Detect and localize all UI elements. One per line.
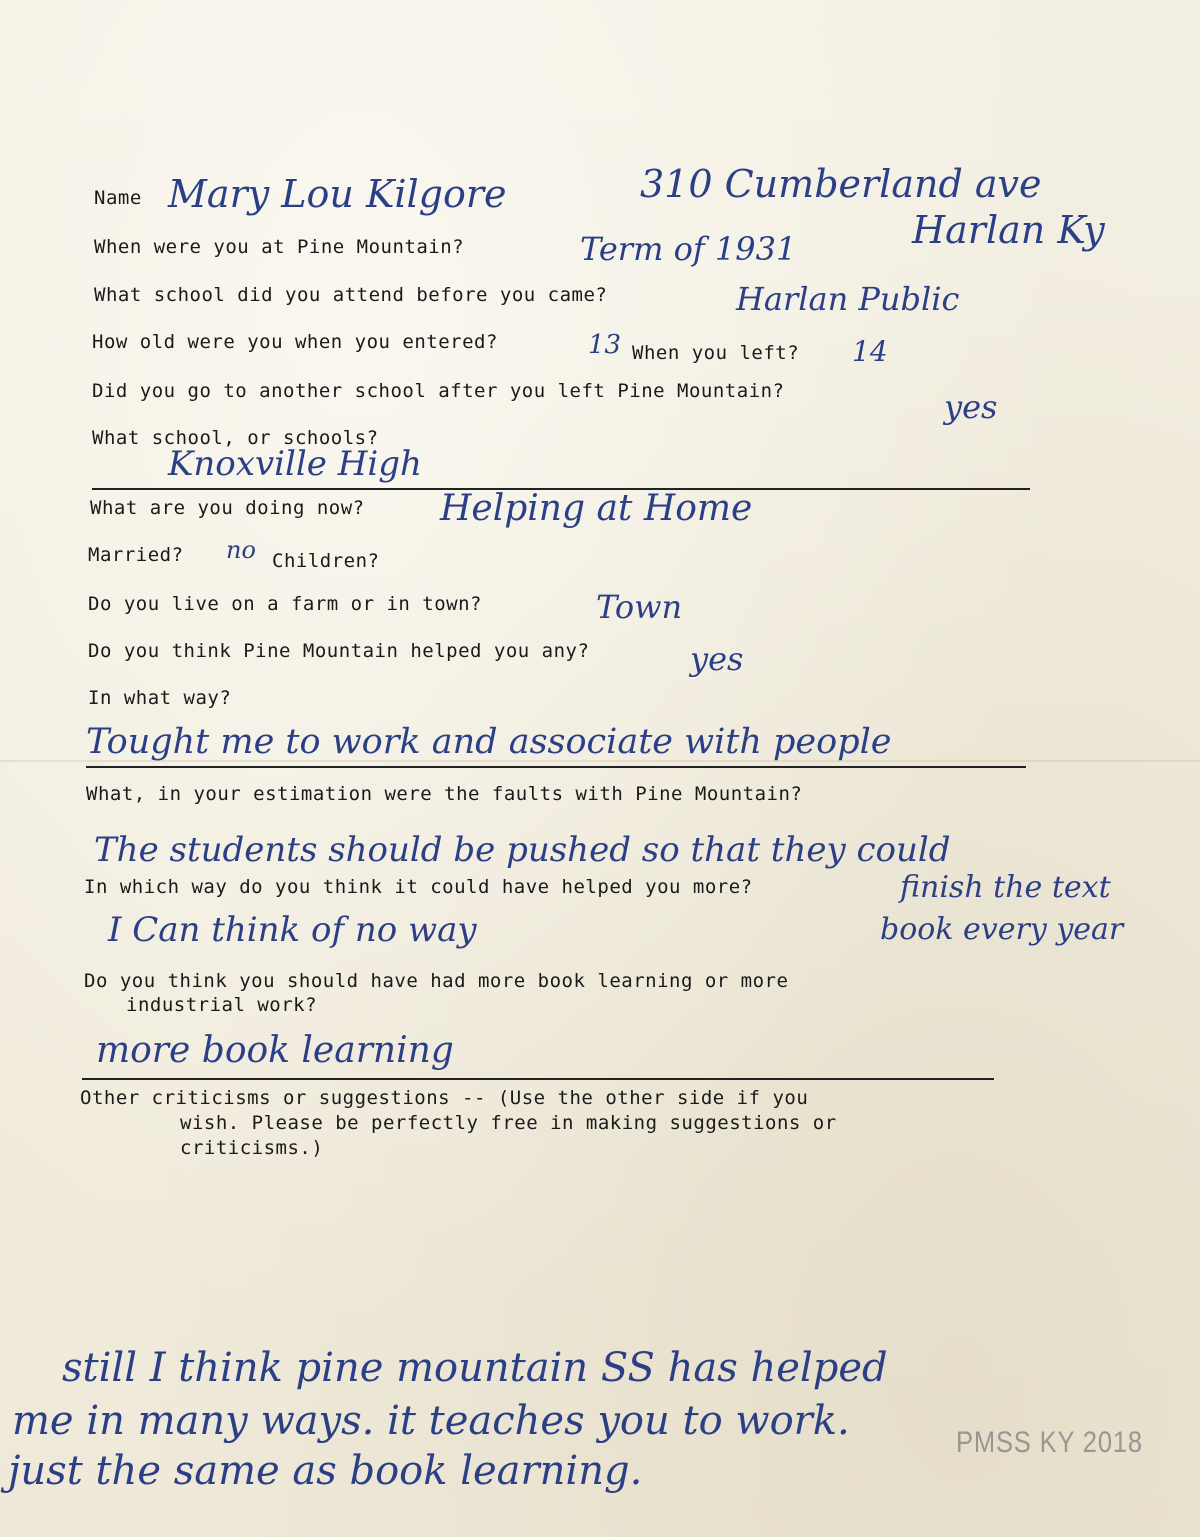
doing-now-answer: Helping at Home — [440, 488, 753, 529]
name-answer: Mary Lou Kilgore — [168, 172, 507, 216]
school-before-label: What school did you attend before you came? — [94, 284, 608, 306]
another-school-answer: yes — [944, 388, 998, 426]
closing-note-line-2: me in many ways. it teaches you to work. — [12, 1398, 850, 1444]
faults-answer-line-1: The students should be pushed so that they could — [94, 830, 951, 870]
farm-town-label: Do you live on a farm or in town? — [88, 593, 482, 615]
faults-label: What, in your estimation were the faults with Pine Mountain? — [86, 783, 803, 805]
age-left-answer: 14 — [852, 335, 888, 368]
age-entered-answer: 13 — [588, 330, 622, 360]
book-learning-label-2: industrial work? — [126, 994, 318, 1016]
book-learning-answer: more book learning — [96, 1030, 454, 1071]
address-line-2: Harlan Ky — [912, 208, 1105, 252]
farm-town-answer: Town — [596, 588, 683, 626]
doing-now-label: What are you doing now? — [90, 497, 365, 519]
helped-more-label: In which way do you think it could have helped you more? — [84, 876, 753, 898]
name-label: Name — [94, 187, 142, 209]
what-schools-label: What school, or schools? — [92, 427, 379, 449]
what-schools-answer: Knoxville High — [168, 444, 422, 484]
book-learning-label-1: Do you think you should have had more book learning or more — [84, 970, 789, 992]
other-label-3: criticisms.) — [180, 1137, 324, 1159]
another-school-label: Did you go to another school after you left Pine Mountain? — [92, 380, 785, 402]
closing-note-line-1: still I think pine mountain SS has helped — [62, 1345, 888, 1391]
married-label: Married? — [88, 544, 184, 566]
in-what-way-answer-line — [86, 766, 1026, 768]
other-label-2: wish. Please be perfectly free in making suggestions or — [180, 1112, 837, 1134]
address-line-1: 310 Cumberland ave — [640, 162, 1042, 206]
helped-label: Do you think Pine Mountain helped you any? — [88, 640, 590, 662]
helped-answer: yes — [690, 640, 744, 678]
other-label-1: Other criticisms or suggestions -- (Use the other side if you — [80, 1087, 809, 1109]
age-entered-label: How old were you when you entered? — [92, 331, 498, 353]
in-what-way-label: In what way? — [88, 687, 232, 709]
book-learning-answer-line — [82, 1078, 994, 1080]
closing-note-line-3: just the same as book learning. — [8, 1448, 643, 1494]
children-label: Children? — [272, 550, 380, 572]
in-what-way-answer: Tought me to work and associate with people — [86, 722, 892, 762]
faults-answer-line-2: finish the text — [900, 870, 1111, 905]
married-answer: no — [226, 536, 256, 564]
when-label: When were you at Pine Mountain? — [94, 236, 465, 258]
school-before-answer: Harlan Public — [736, 280, 960, 318]
archive-watermark: PMSS KY 2018 — [956, 1426, 1143, 1459]
age-left-label: When you left? — [632, 342, 800, 364]
faults-answer-line-3: book every year — [880, 912, 1124, 947]
helped-more-answer: I Can think of no way — [108, 910, 477, 950]
when-answer: Term of 1931 — [580, 230, 797, 268]
